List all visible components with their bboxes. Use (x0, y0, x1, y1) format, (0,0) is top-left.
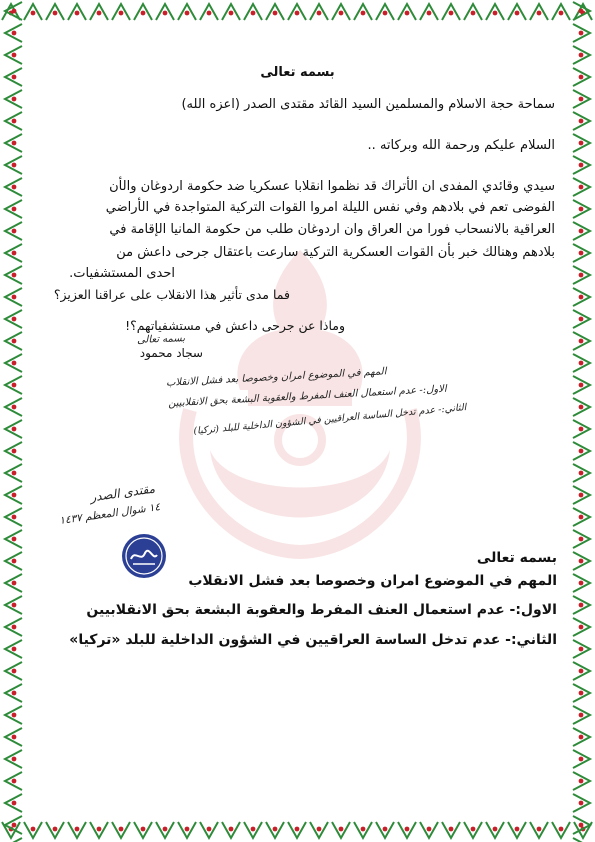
body-line: بلادهم وهنالك خبر بأن القوات العسكرية التركية سارعت باعتقال جرحى داعش من (116, 245, 555, 260)
question-two: وماذا عن جرحى داعش في مستشفياتهم؟! (125, 318, 345, 333)
typed-reply-line: الثاني:- عدم تدخل الساسة العراقيين في الشؤون الداخلية للبلد «تركيا» (69, 632, 557, 648)
body-line: العراقية بالانسحاب فورا من العراق وان اردوغان طلب من حكومة المانيا الإقامة في (109, 222, 555, 237)
body-line: سيدي وقائدي المفدى ان الأتراك قد نظموا انقلابا عسكريا ضد حكومة اردوغان والأن (109, 179, 555, 194)
decorative-border-right (569, 0, 595, 842)
typed-reply-line: الاول:- عدم استعمال العنف المفرط والعقوبة البشعة بحق الانقلابيين (86, 602, 557, 618)
handwritten-line: المهم في الموضوع امران وخصوصا بعد فشل الانقلاب (166, 366, 388, 389)
body-line: الفوضى تعم في بلادهم وفي نفس الليلة امروا القوات التركية المتواجدة في الأراضي (105, 200, 555, 215)
decorative-border-left (0, 0, 26, 842)
handwritten-basmala: بسمه تعالى (136, 333, 186, 346)
handwritten-line: الاول:- عدم استعمال العنف المفرط والعقوبة البشعة بحق الانقلابيين (168, 383, 448, 410)
handwritten-line: الثاني:- عدم تدخل الساسة العراقيين في الشؤون الداخلية للبلد (تركيا) (193, 402, 467, 437)
decorative-border-top (0, 0, 595, 24)
handwritten-signature: مقتدى الصدر (89, 481, 156, 505)
typed-basmala: بسمه تعالى (476, 550, 557, 566)
letter-heading: بسمه تعالى (260, 65, 335, 80)
question-one: فما مدى تأثير هذا الانقلاب على عراقنا العزيز؟ (53, 287, 290, 302)
sender-name: سجاد محمود (139, 346, 203, 360)
handwritten-date: ١٤ شوال المعظم ١٤٣٧ (58, 500, 161, 528)
body-line: احدى المستشفيات. (69, 266, 175, 281)
greeting-line: السلام عليكم ورحمة الله وبركاته .. (367, 138, 555, 153)
addressee-line: سماحة حجة الاسلام والمسلمين السيد القائد مقتدى الصدر (اعزه الله) (181, 97, 555, 112)
decorative-border-bottom (0, 818, 595, 842)
typed-reply-line: المهم في الموضوع امران وخصوصا بعد فشل الانقلاب (188, 573, 557, 589)
official-seal (121, 533, 167, 579)
